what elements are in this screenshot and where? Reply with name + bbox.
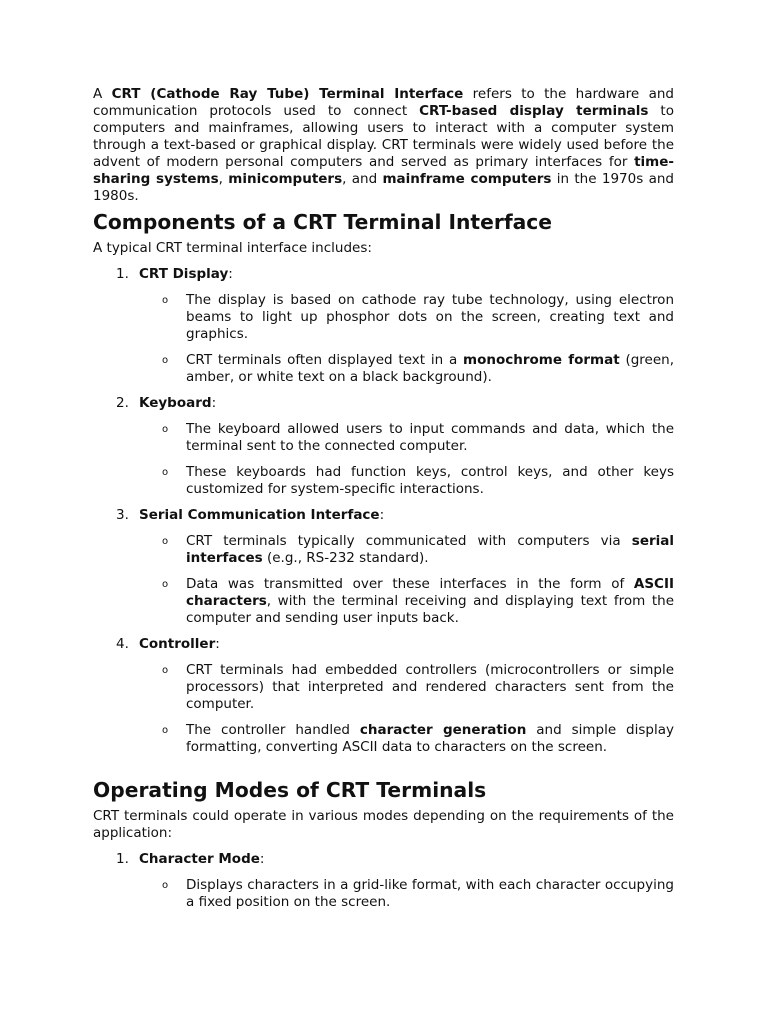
bullet-marker: o [162, 295, 169, 306]
bullet-list [93, 292, 674, 386]
bullet-list [93, 662, 674, 756]
item-number: 2. [116, 395, 129, 411]
document-page [93, 86, 674, 920]
item-title-suffix: : [379, 507, 385, 523]
bullet-marker: o [162, 355, 169, 366]
bullet-text: (green, amber, or white text on a black background). [186, 352, 674, 385]
list-item [93, 636, 674, 756]
intro-text: in the 1970s and 1980s. [93, 171, 674, 204]
bullet-text: , with the terminal receiving and displaying text from the computer and sending user inputs back. [186, 593, 674, 626]
list-item [93, 266, 674, 386]
section-heading-operating-modes: Operating Modes of CRT Terminals [93, 778, 487, 802]
bullet-item [93, 464, 674, 498]
intro-paragraph [93, 86, 674, 205]
list-item [93, 851, 674, 911]
bullet-list [93, 533, 674, 627]
bullet-item [93, 576, 674, 627]
intro-text: to computers and mainframes, allowing users to interact with a computer system through a text-based or graphical display. CRT terminals were widely used before the advent of modern personal computers and served as primary interfaces for [93, 103, 674, 170]
bullet-text: The controller handled [186, 722, 360, 738]
bullet-marker: o [162, 536, 169, 547]
item-number: 3. [116, 507, 129, 523]
bullet-marker: o [162, 467, 169, 478]
item-number: 1. [116, 266, 129, 282]
bullet-item [93, 877, 674, 911]
item-title-text: Character Mode [139, 851, 260, 867]
bullet-text: CRT terminals typically communicated with computers via [186, 533, 632, 549]
bullet-term: monochrome format [463, 352, 620, 368]
components-list [93, 266, 674, 756]
intro-text: A [93, 86, 112, 102]
bullet-marker: o [162, 665, 169, 676]
item-number: 4. [116, 636, 129, 652]
item-title-suffix: : [211, 395, 217, 411]
item-title-text: Keyboard [139, 395, 212, 411]
bullet-item [93, 662, 674, 713]
item-title [93, 395, 674, 412]
bullet-item [93, 292, 674, 343]
item-title-suffix: : [215, 636, 220, 652]
bullet-text: CRT terminals often displayed text in a [186, 352, 464, 368]
bullet-text: and simple display formatting, converting ASCII data to characters on the screen. [186, 722, 674, 755]
bullet-text: The keyboard allowed users to input commands and data, which the terminal sent to the connected computer. [186, 421, 674, 454]
components-lead: A typical CRT terminal interface includes: [93, 240, 372, 256]
intro-text: , [218, 171, 229, 187]
bullet-item [93, 421, 674, 455]
bullet-item [93, 722, 674, 756]
bullet-text: These keyboards had function keys, control keys, and other keys customized for system-specific interactions. [186, 464, 674, 497]
bullet-text: The display is based on cathode ray tube technology, using electron beams to light up phosphor dots on the screen, creating text and graphics. [186, 292, 674, 342]
bullet-text: Displays characters in a grid-like format, with each character occupying a fixed position on the screen. [186, 877, 674, 910]
bullet-text: CRT terminals had embedded controllers (microcontrollers or simple processors) that interpreted and rendered characters sent from the computer. [186, 662, 674, 712]
bullet-marker: o [162, 880, 169, 891]
item-title-suffix: : [228, 266, 233, 282]
item-title-text: Serial Communication Interface [139, 507, 380, 523]
intro-term-minicomputers: minicomputers [228, 171, 343, 187]
item-title-suffix: : [259, 851, 265, 867]
bullet-term: ASCII characters [186, 576, 674, 609]
list-item [93, 395, 674, 498]
item-title [93, 266, 674, 283]
bullet-text: Data was transmitted over these interfaces in the form of [186, 576, 634, 592]
intro-text: refers to the hardware and communication protocols used to connect [93, 86, 675, 119]
intro-term-display-terminals: CRT-based display terminals [419, 103, 649, 119]
item-title [93, 851, 674, 868]
bullet-marker: o [162, 725, 169, 736]
item-title [93, 507, 674, 524]
list-item [93, 507, 674, 627]
intro-term-crt-interface: CRT (Cathode Ray Tube) Terminal Interface [111, 86, 464, 102]
bullet-marker: o [162, 579, 169, 590]
bullet-term: serial interfaces [186, 533, 674, 566]
intro-text: , and [342, 171, 383, 187]
bullet-text: (e.g., RS-232 standard). [262, 550, 429, 566]
intro-term-mainframes: mainframe computers [382, 171, 552, 187]
item-title-text: Controller [139, 636, 216, 652]
modes-lead: CRT terminals could operate in various modes depending on the requirements of the application: [93, 808, 674, 841]
modes-list [93, 851, 674, 911]
item-title-text: CRT Display [139, 266, 229, 282]
section-heading-components: Components of a CRT Terminal Interface [93, 210, 553, 234]
item-title [93, 636, 674, 653]
bullet-marker: o [162, 424, 169, 435]
bullet-item [93, 352, 674, 386]
bullet-term: character generation [359, 722, 527, 738]
intro-term-time-sharing: time-sharing systems [93, 154, 674, 187]
bullet-list [93, 877, 674, 911]
bullet-item [93, 533, 674, 567]
item-number: 1. [116, 851, 129, 867]
bullet-list [93, 421, 674, 498]
